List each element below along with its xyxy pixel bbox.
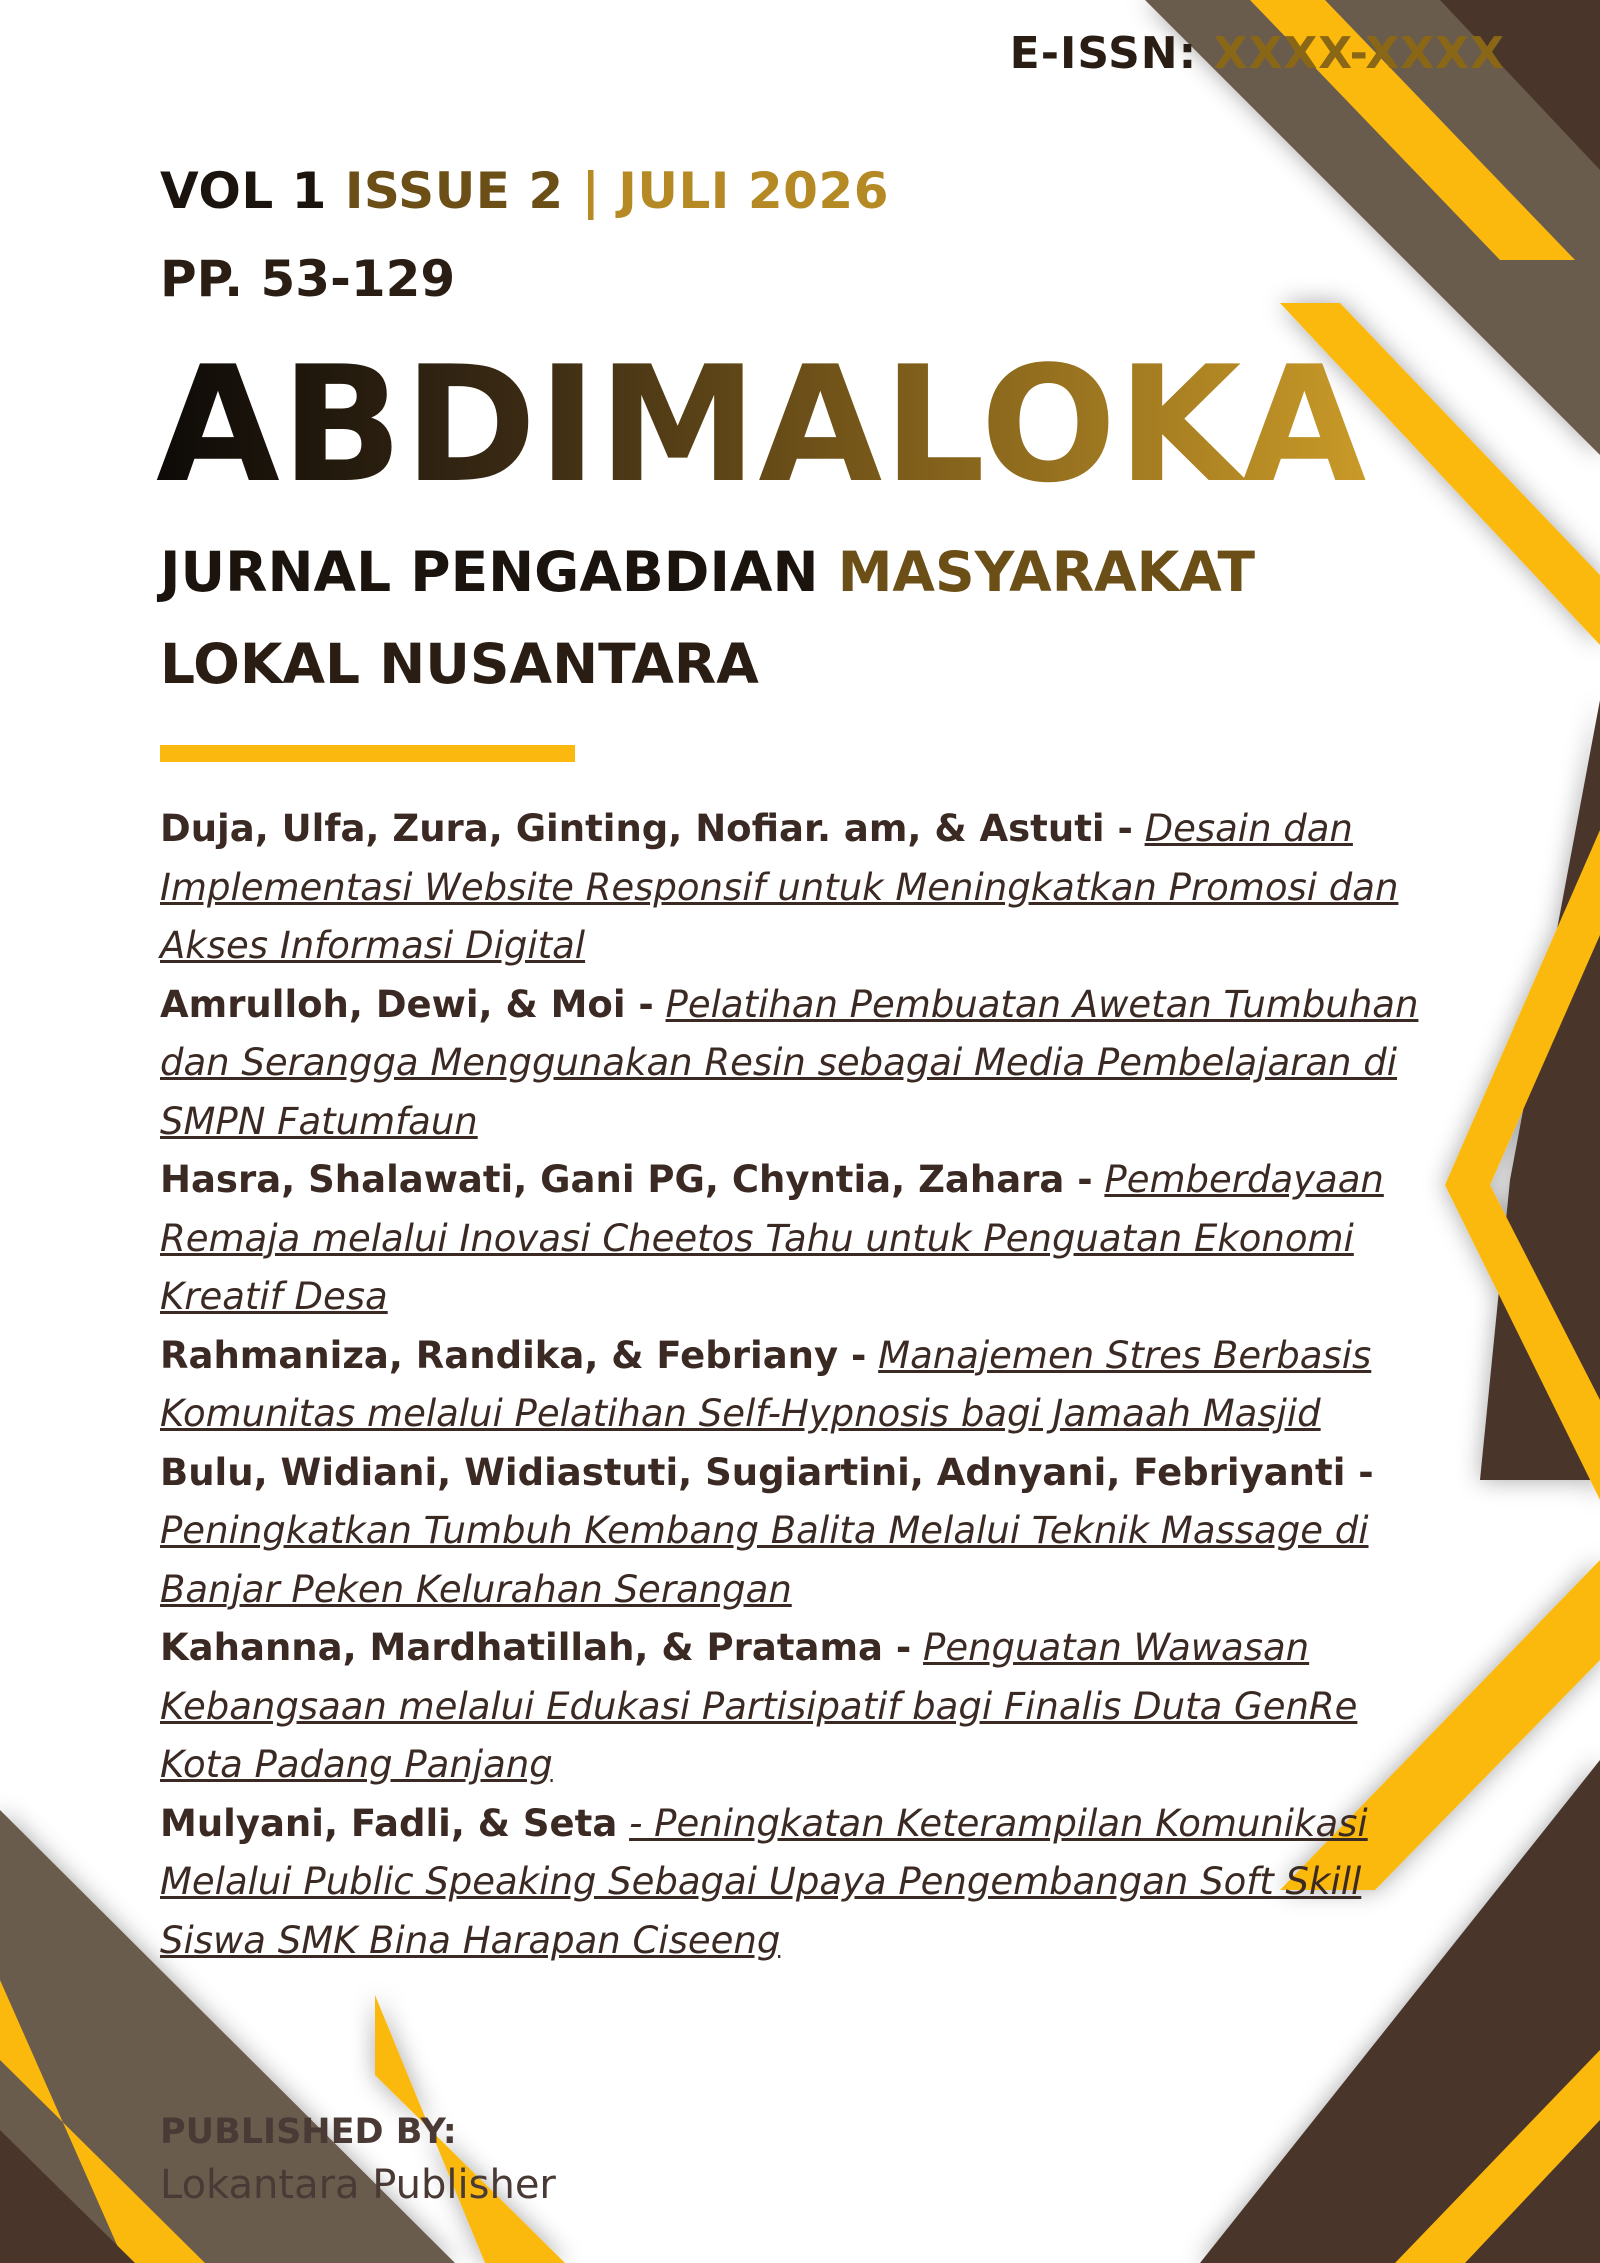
- article-entry: [160, 976, 1450, 1152]
- issn-value: XXXX-XXXX: [1213, 28, 1505, 79]
- article-title-link[interactable]: Pemberdayaan Remaja melalui Inovasi Cheetos Tahu untuk Penguatan Ekonomi Kreatif Desa: [160, 1158, 1384, 1318]
- volume-number: VOL 1: [160, 162, 327, 220]
- article-entry: [160, 1619, 1450, 1795]
- divider-bar: [160, 745, 575, 762]
- journal-subtitle-line-1: [160, 540, 1255, 604]
- issue-date: | JULI 2026: [581, 162, 889, 220]
- journal-title: ABDIMALOKA: [156, 331, 1368, 518]
- article-entry: [160, 1795, 1450, 1971]
- article-authors: Kahanna, Mardhatillah, & Pratama -: [160, 1626, 912, 1669]
- article-authors: Amrulloh, Dewi, & Moi -: [160, 982, 654, 1026]
- article-title-link[interactable]: Pelatihan Pembuatan Awetan Tumbuhan dan Serangga Menggunakan Resin sebagai Media Pembelajaran di SMPN Fatumfaun: [160, 982, 1419, 1143]
- issue-number: ISSUE 2: [344, 162, 564, 220]
- article-authors: Duja, Ulfa, Zura, Ginting, Nofiar. am, & Astuti -: [160, 807, 1133, 850]
- article-entry: [160, 1444, 1450, 1620]
- issn-line: [1010, 28, 1505, 79]
- page-range: PP. 53-129: [160, 250, 456, 308]
- article-title-link[interactable]: Peningkatkan Tumbuh Kembang Balita Melalui Teknik Massage di Banjar Peken Kelurahan Serangan: [160, 1509, 1369, 1611]
- article-entry: [160, 1327, 1450, 1444]
- published-by-label: PUBLISHED BY:: [160, 2112, 457, 2152]
- article-list: [160, 800, 1450, 1970]
- article-title-link[interactable]: Manajemen Stres Berbasis Komunitas melalui Pelatihan Self-Hypnosis bagi Jamaah Masjid: [160, 1333, 1372, 1435]
- article-entry: [160, 1151, 1450, 1327]
- article-title-link[interactable]: Penguatan Wawasan Kebangsaan melalui Edukasi Partisipatif bagi Finalis Duta GenRe Kota Padang Panjang: [160, 1626, 1358, 1786]
- article-authors: Hasra, Shalawati, Gani PG, Chyntia, Zahara -: [160, 1158, 1093, 1201]
- journal-subtitle-line-2: LOKAL NUSANTARA: [160, 632, 759, 696]
- volume-issue-line: [160, 162, 889, 220]
- article-entry: [160, 800, 1450, 976]
- article-authors: Bulu, Widiani, Widiastuti, Sugiartini, Adnyani, Febriyanti -: [160, 1450, 1374, 1494]
- article-title-link[interactable]: - Peningkatan Keterampilan Komunikasi Melalui Public Speaking Sebagai Upaya Pengembangan Soft Skill Siswa SMK Bina Harapan Ciseeng: [160, 1801, 1368, 1962]
- subtitle-part-b: MASYARAKAT: [837, 540, 1256, 604]
- subtitle-part-a: JURNAL PENGABDIAN: [160, 540, 819, 604]
- publisher-name: Lokantara Publisher: [160, 2162, 556, 2208]
- issn-label: E-ISSN:: [1009, 28, 1198, 79]
- article-authors: Rahmaniza, Randika, & Febriany -: [160, 1333, 867, 1377]
- article-authors: Mulyani, Fadli, & Seta: [160, 1801, 618, 1845]
- article-title-link[interactable]: Desain dan Implementasi Website Responsif untuk Meningkatkan Promosi dan Akses Informasi Digital: [160, 807, 1399, 967]
